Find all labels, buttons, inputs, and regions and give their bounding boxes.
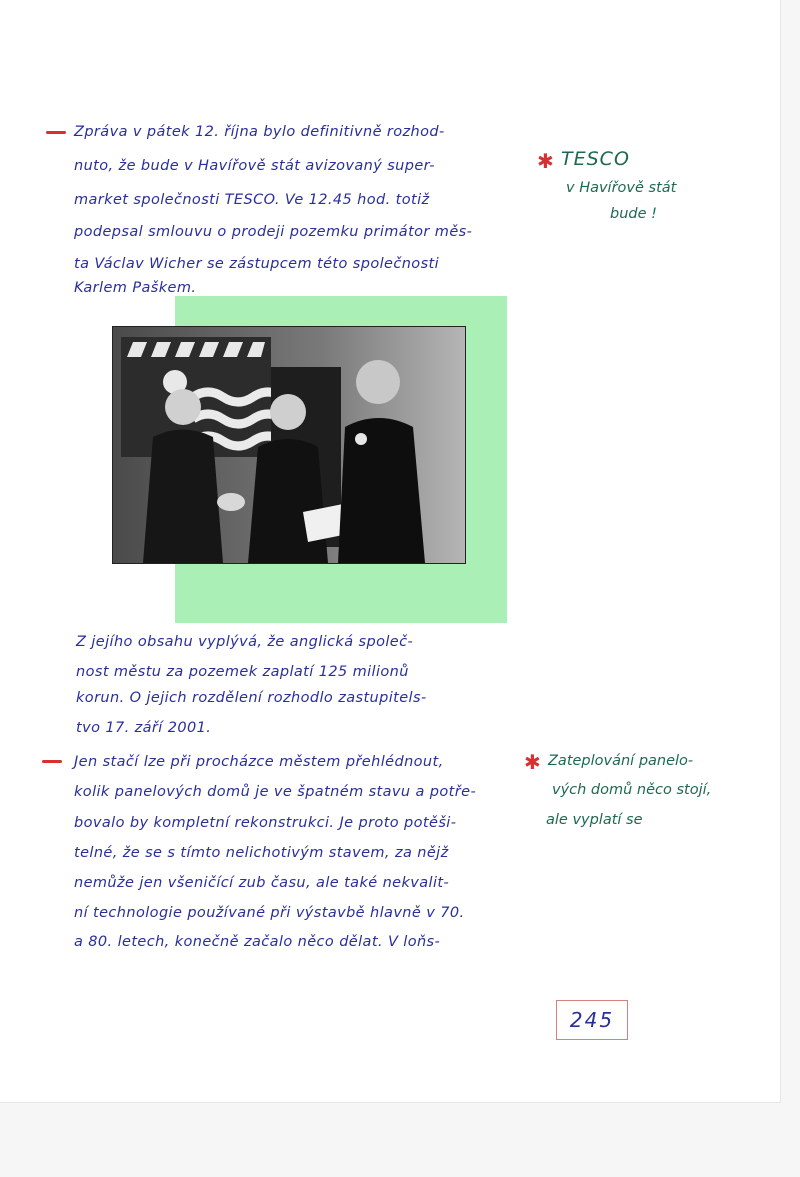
paragraph3-line: Jen stačí lze při procházce městem přehlédnout, [74,754,444,770]
paragraph2-line: korun. O jejich rozdělení rozhodlo zastupitels- [76,690,427,706]
paragraph1-line: Karlem Paškem. [74,280,197,296]
handshake-photo-image [113,327,465,563]
paragraph3-line: ní technologie používané při výstavbě hlavně v 70. [74,905,465,921]
asterisk-icon: ✱ [537,149,554,173]
margin-note-line: bude ! [610,206,657,222]
paragraph2-line: Z jejího obsahu vyplývá, že anglická společ- [76,634,414,650]
margin-note-line: Zateplování panelo- [548,753,694,769]
paragraph1-line: market společnosti TESCO. Ve 12.45 hod. totiž [74,192,430,208]
paragraph3-line: bovalo by kompletní rekonstrukci. Je proto potěši- [74,815,457,831]
paragraph3-line: nemůže jen všeničící zub času, ale také nekvalit- [74,875,450,891]
asterisk-icon: ✱ [524,750,541,774]
paragraph1-line: nuto, že bude v Havířově stát avizovaný super- [74,158,435,174]
paragraph1-line: Zpráva v pátek 12. října bylo definitivně rozhod- [74,124,445,140]
paragraph1-line: podepsal smlouvu o prodeji pozemku primátor měs- [74,224,473,240]
paragraph-marker [46,131,66,134]
paragraph-marker [42,760,62,763]
paragraph3-line: a 80. letech, konečně začalo něco dělat. V loňs- [74,934,441,950]
paragraph3-line: telné, že se s tímto nelichotivým stavem, za nějž [74,845,449,861]
paragraph3-line: kolik panelových domů je ve špatném stavu a potře- [74,784,477,800]
paragraph2-line: tvo 17. září 2001. [76,720,212,736]
newspaper-photo [112,326,466,564]
margin-note-title: TESCO [561,148,630,170]
margin-note-line: vých domů něco stojí, [552,782,712,798]
margin-note-line: ale vyplatí se [546,812,643,828]
paragraph2-line: nost městu za pozemek zaplatí 125 milionů [76,664,409,680]
paragraph1-line: ta Václav Wicher se zástupcem této společnosti [74,256,440,272]
page-number: 245 [556,1000,628,1040]
margin-note-line: v Havířově stát [566,180,677,196]
